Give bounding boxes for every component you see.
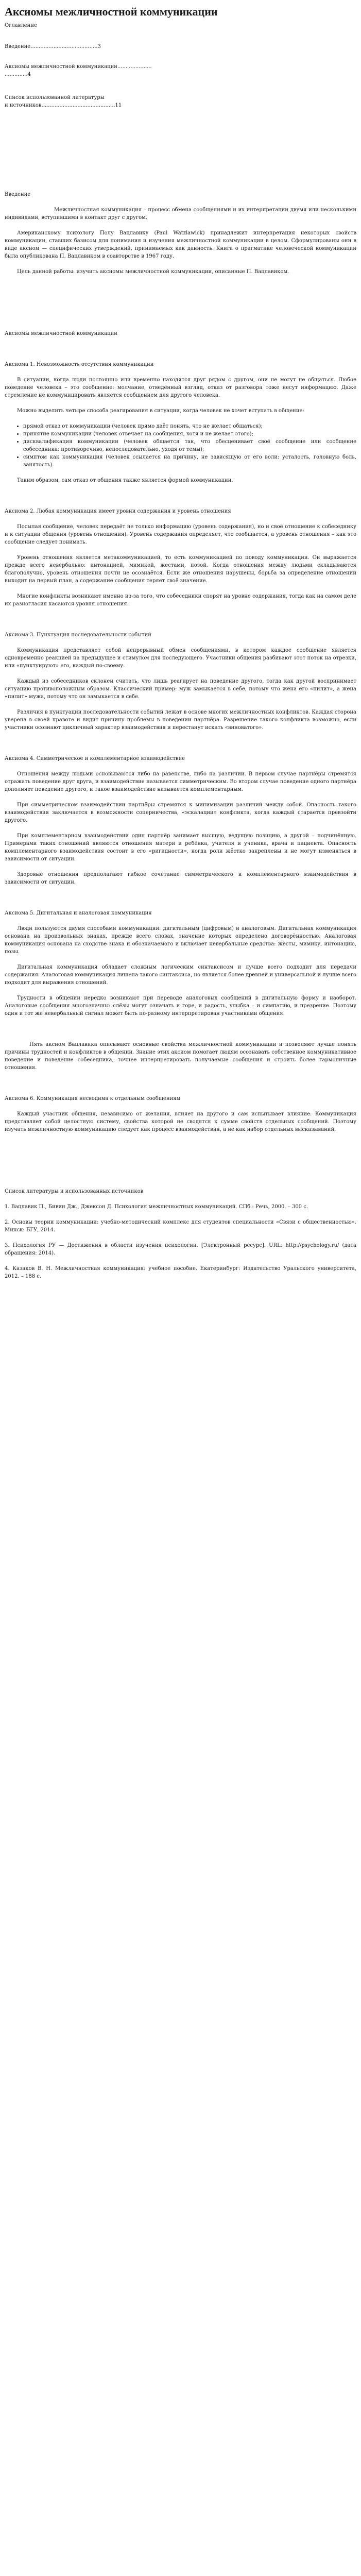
axiom-heading: Аксиома 5. Дигитальная и аналоговая коммуникация bbox=[5, 910, 152, 916]
document-body bbox=[5, 22, 356, 1280]
list-item: • прямой отказ от коммуникации (человек прямо даёт понять, что не желает общаться); bbox=[23, 422, 356, 430]
toc-item-intro: Введение.........................................3 bbox=[5, 44, 101, 49]
axiom-paragraph: Коммуникация представляет собой непрерывный обмен сообщениями, в котором каждое сообщение является одновременно реакцией на предыдущее и стимулом для последующего. Участники общения разбивают этот поток на отрезки, или «пунктуируют» его, каждый по-своему. bbox=[5, 648, 358, 669]
intro-paragraph: Американскому психологу Полу Вацлавику (Paul Watzlawick) принадлежит интерпретация некоторых свойств коммуникации, ставших базисом для понимания и изучения межличностной коммуникации в целом. Сформулированы они в виде аксиом — специфических утверждений, принимаемых как данность. Книга о прагматике человеческой коммуникации была опубликована П. Вацлавиком в соавторстве в 1967 году. bbox=[5, 230, 358, 259]
main-section bbox=[5, 330, 356, 1133]
axiom-paragraph: При симметрическом взаимодействии партнёры стремятся к минимизации различий между собой. Опасность такого взаимодействия заключается в возможности соперничества, «эскалации» конфликта, когда каждый старается превзойти другого. bbox=[5, 802, 358, 823]
intro-section bbox=[5, 191, 356, 276]
axiom-heading: Аксиома 2. Любая коммуникация имеет уровни содержания и уровень отношения bbox=[5, 509, 231, 514]
intro-paragraph: Цель данной работы: изучить аксиомы межличностной коммуникации, описанные П. Вацлавиком. bbox=[17, 269, 289, 275]
summary-paragraph: Пять аксиом Вацлавика описывают основные свойства межличностной коммуникации и позволяют лучше понять причины трудностей и конфликтов в общении. Знание этих аксиом помогает людям осознавать собственное коммуникативное поведение и поведение собеседника, точнее интерпретировать получаемые сообщения и строить более гармоничные отношения. bbox=[5, 1042, 358, 1071]
axiom-paragraph: Различия в пунктуации последовательности событий лежат в основе многих межличностных конфликтов. Каждая сторона уверена в своей правоте и видит причину проблемы в поведении партнёра. Разрешение такого конфликта возможно, если участники осознают цикличный характер взаимодействия и перестанут искать «виноватого». bbox=[5, 709, 358, 731]
axiom-heading: Аксиома 4. Симметрическое и комплементарное взаимодействие bbox=[5, 756, 185, 761]
list-item: • симптом как коммуникация (человек ссылается на причину, не зависящую от его воли: усталость, головную боль, занятость). bbox=[23, 453, 356, 469]
bibliography-heading: Список литературы и использованных источников bbox=[5, 1189, 144, 1194]
toc-item-axioms: Аксиомы межличностной коммуникации..................... ..............4 bbox=[5, 64, 152, 77]
axiom-paragraph: Каждый из собеседников склонен считать, что лишь реагирует на поведение другого, тогда как другой воспринимает ситуацию противоположным образом. Классический пример: муж замыкается в себе, потому что жена его «пилит», а жена «пилит» мужа, потому что он замыкается в себе. bbox=[5, 679, 358, 700]
list-item: • дисквалификация коммуникации (человек общается так, что обесценивает своё сообщение или сообщение собеседника: противоречиво, непоследовательно, уходя от темы); bbox=[23, 438, 356, 453]
axiom-heading: Аксиома 6. Коммуникация несводима к отдельным сообщениям bbox=[5, 1096, 181, 1101]
axiom-bullet-list bbox=[5, 422, 356, 469]
axiom-paragraph: В ситуации, когда люди постоянно или временно находятся друг рядом с другом, они не могут не общаться. Любое поведение человека – это сообщение: молчание, отведённый взгляд, отказ от разговора тоже несут информацию. Даже стремление не коммуницировать является сообщением для другого человека. bbox=[5, 377, 358, 398]
axiom-heading: Аксиома 3. Пунктуация последовательности событий bbox=[5, 632, 151, 638]
axiom-paragraph: Таким образом, сам отказ от общения также является формой коммуникации. bbox=[17, 478, 233, 483]
table-of-contents bbox=[5, 22, 356, 109]
toc-heading: Оглавление bbox=[5, 23, 37, 28]
axiom-paragraph: Многие конфликты возникают именно из-за того, что собеседники спорят на уровне содержания, тогда как на самом деле их разногласия касаются уровня отношения. bbox=[5, 594, 358, 607]
main-heading: Аксиомы межличностной коммуникации bbox=[5, 331, 117, 336]
axiom-paragraph: Люди пользуются двумя способами коммуникации: дигитальным (цифровым) и аналоговым. Дигитальная коммуникация основана на произвольных знаках, прежде всего словах, значение которых определено договорённостью. Аналоговая коммуникация основана на сходстве знака и обозначаемого и включает невербальные средства: жесты, мимику, интонацию, позы. bbox=[5, 926, 358, 955]
list-item: • принятие коммуникации (человек отвечает на сообщения, хотя и не желает этого); bbox=[23, 430, 356, 438]
document-title: Аксиомы межличностной коммуникации bbox=[5, 5, 218, 18]
bibliography-item: 3. Психология РУ — Достижения в области изучения психологии. [Электронный ресурс]. URL: http://psychology.ru/ (дата обращения: 2014). bbox=[5, 1243, 358, 1256]
bibliography-item: 4. Казаков В. Н. Межличностная коммуникация: учебное пособие. Екатеринбург: Издательство Уральского университета, 2012. – 188 с. bbox=[5, 1266, 358, 1279]
bibliography-item: 1. Вацлавик П., Бивин Дж., Джексон Д. Психология межличностных коммуникаций. СПб.: Речь, 2000. – 300 с. bbox=[5, 1204, 308, 1210]
intro-heading: Введение bbox=[5, 192, 31, 197]
axiom-paragraph: Каждый участник общения, независимо от желания, влияет на другого и сам испытывает влияние. Коммуникация представляет собой целостную систему, свойства которой не сводятся к сумме свойств отдельных сообщений. Поэтому изучать межличностную коммуникацию следует как процесс взаимодействия, а не как набор отдельных высказываний. bbox=[5, 1111, 358, 1132]
axiom-paragraph: Трудности в общении нередко возникают при переводе аналоговых сообщений в дигитальную форму и наоборот. Аналоговые сообщения многозначны: слёзы могут означать и горе, и радость, улыбка – и симпатию, и презрение. Поэтому один и тот же невербальный сигнал может быть по-разному интерпретирован участниками общения. bbox=[5, 995, 358, 1016]
axiom-paragraph: Уровень отношения является метакоммуникацией, то есть коммуникацией по поводу коммуникации. Он выражается прежде всего невербально: интонацией, мимикой, жестами, позой. Когда отношения между людьми складываются благополучно, уровень отношения почти не осознаётся. Если же отношения нарушены, борьба за определение отношений выходит на первый план, а содержание сообщения теряет своё значение. bbox=[5, 555, 358, 584]
axiom-paragraph: Отношения между людьми основываются либо на равенстве, либо на различии. В первом случае партнёры стремятся отражать поведение друг друга, и взаимодействие называется симметрическим. Во втором случае поведение одного партнёра дополняет поведение другого, и такое взаимодействие называется комплементарным. bbox=[5, 771, 358, 792]
axiom-heading: Аксиома 1. Невозможность отсутствия коммуникации bbox=[5, 362, 154, 367]
bibliography-section bbox=[5, 1188, 356, 1280]
bibliography-item: 2. Основы теории коммуникации: учебно-методический комплекс для студентов специальности «Связи с общественностью». Минск: БГУ, 2014. bbox=[5, 1219, 358, 1233]
toc-item-bibliography: Список использованной литературы и источников.............................................11 bbox=[5, 95, 122, 108]
axiom-paragraph: Можно выделить четыре способа реагирования в ситуации, когда человек не хочет вступать в общение: bbox=[17, 408, 304, 414]
axiom-paragraph: Здоровые отношения предполагают гибкое сочетание симметрического и комплементарного взаимодействия в зависимости от ситуации. bbox=[5, 872, 358, 885]
axiom-paragraph: Посылая сообщение, человек передаёт не только информацию (уровень содержания), но и своё отношение к собеседнику и к ситуации общения (уровень отношения). Уровень содержания определяет, что сообщается, а уровень отношения – как это сообщение следует понимать. bbox=[5, 524, 358, 545]
axiom-paragraph: При комплементарном взаимодействии один партнёр занимает высшую, ведущую позицию, а другой – подчинённую. Примерами таких отношений являются отношения матери и ребёнка, учителя и ученика, врача и пациента. Опасность комплементарного взаимодействия состоит в его «ригидности», когда роли жёстко закреплены и не могут изменяться в зависимости от ситуации. bbox=[5, 833, 358, 862]
intro-paragraph: Межличностная коммуникация – процесс обмена сообщениями и их интерпретации двумя или несколькими индивидами, вступившими в контакт друг с другом. bbox=[5, 207, 358, 221]
axiom-paragraph: Дигитальная коммуникация обладает сложным логическим синтаксисом и лучше всего подходит для передачи содержания. Аналоговая коммуникация лишена такого синтаксиса, но является более древней и универсальной и лучше всего подходит для выражения отношений. bbox=[5, 964, 358, 986]
